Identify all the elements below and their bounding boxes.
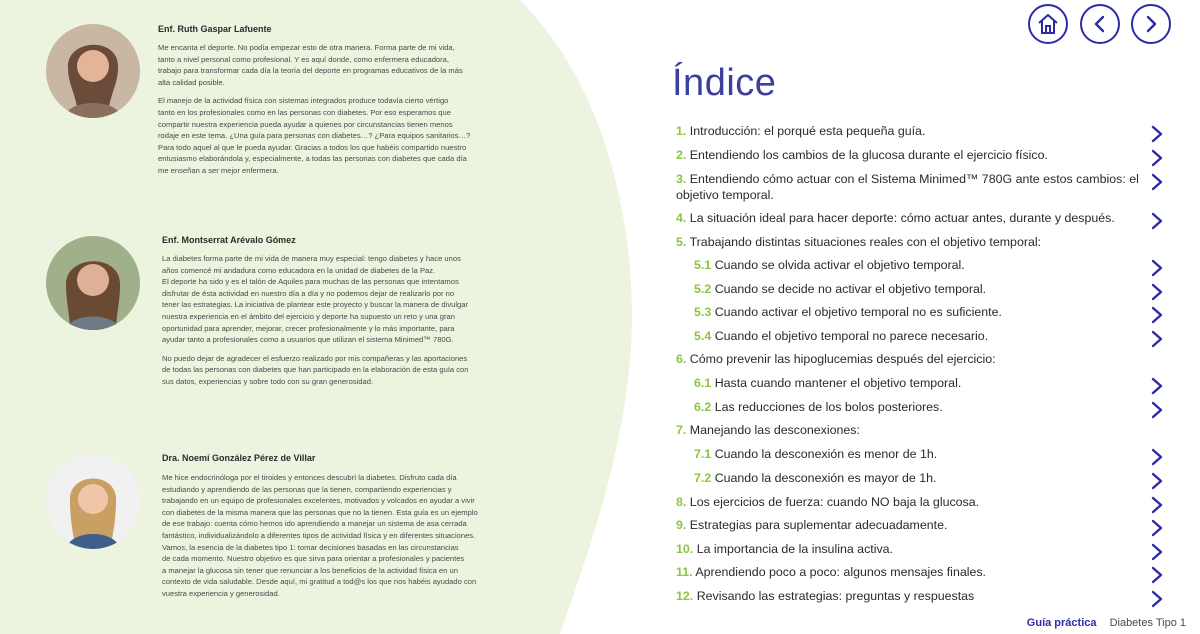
- toc-item-label: La importancia de la insulina activa.: [696, 542, 893, 556]
- toc-item-number: 4.: [676, 211, 687, 225]
- toc-item-number: 10.: [676, 542, 694, 556]
- bio-paragraph: Me encanta el deporte. No podía empezar esto de otra manera. Forma parte de mi vida, tanto a nivel personal como profesional. Y es aquí donde, como enfermera educadora, trabajo para transformar cada día la teoría del deporte en programas educativos de la más alta calidad posible.: [158, 43, 463, 87]
- toc-item[interactable]: [676, 305, 1164, 321]
- next-page-button[interactable]: [1131, 4, 1171, 44]
- chevron-right-icon[interactable]: [1150, 377, 1164, 395]
- chevron-right-icon: [1141, 14, 1161, 34]
- author-name: Enf. Ruth Gaspar Lafuente: [158, 24, 272, 34]
- toc-item-label: Los ejercicios de fuerza: cuando NO baja la glucosa.: [689, 495, 980, 509]
- chevron-right-icon[interactable]: [1150, 173, 1164, 191]
- chevron-right-icon[interactable]: [1150, 401, 1164, 419]
- toc-item-number: 11.: [676, 565, 693, 579]
- toc-item-number: 5.2: [694, 282, 712, 296]
- toc-item-number: 1.: [676, 124, 687, 138]
- toc-item-label: Cuando se olvida activar el objetivo temporal.: [714, 258, 965, 272]
- toc-item-number: 6.2: [694, 400, 712, 414]
- avatar: [46, 24, 140, 118]
- toc-item-label: Cuando activar el objetivo temporal no es suficiente.: [714, 305, 1002, 319]
- toc-item-number: 5.3: [694, 305, 712, 319]
- chevron-right-icon[interactable]: [1150, 448, 1164, 466]
- toc-item[interactable]: [676, 124, 1164, 140]
- toc-item-label: Entendiendo cómo actuar con el Sistema Minimed™ 780G ante estos cambios: el objetivo temporal.: [676, 172, 1139, 202]
- avatar: [46, 455, 140, 549]
- toc-item: [676, 235, 1164, 251]
- toc-item-label: Entendiendo los cambios de la glucosa durante el ejercicio físico.: [689, 148, 1048, 162]
- footer-guide-label: Guía práctica: [1026, 617, 1097, 629]
- toc-item-number: 9.: [676, 518, 687, 532]
- toc-item[interactable]: [676, 148, 1164, 164]
- toc-item-label: Cómo prevenir las hipoglucemias después del ejercicio:: [689, 352, 996, 366]
- bio-paragraph: No puedo dejar de agradecer el esfuerzo realizado por mis compañeras y las aportaciones de todas las personas con diabetes que han participado en la elaboración de esta guía con sus datos, experiencias y sobre todo con su gran generosidad.: [162, 353, 469, 386]
- chevron-right-icon[interactable]: [1150, 543, 1164, 561]
- author-name: Enf. Montserrat Arévalo Gómez: [162, 235, 296, 245]
- toc-item-label: Cuando se decide no activar el objetivo temporal.: [714, 282, 987, 296]
- toc-item[interactable]: [676, 376, 1164, 392]
- bio-paragraph: El manejo de la actividad física con sistemas integrados produce todavía cierto vértigo tanto en los profesionales como en las personas con diabetes. Por eso esperamos que compartir nuestra experiencia pueda ayudar a quienes por circunstancias tienen menos rodaje en este tema. ¿Una guía para personas con diabetes…? ¿Para equipos sanitarios…? Para todo aquel al que le pueda ayudar. Gracias a todos los que habéis compartido nuestro entusiasmo elaborándola y, especialmente, a todas las personas con diabetes que cada día me enseñan a ser mejor enfermera.: [158, 96, 471, 175]
- toc-item-label: Revisando las estrategias: preguntas y respuestas: [696, 589, 975, 603]
- toc-item-number: 7.: [676, 423, 687, 437]
- toc-item-label: Hasta cuando mantener el objetivo temporal.: [714, 376, 962, 390]
- chevron-left-icon: [1090, 14, 1110, 34]
- bio-paragraph: La diabetes forma parte de mi vida de manera muy especial: tengo diabetes y hace unos años comencé mi andadura como educadora en la unidad de diabetes de la Paz. El deporte ha sido y es el talón de Aquiles para muchas de las personas que intentamos disfrutar de ésta actividad en nuestro día a día y no podemos dejar de realizarlo por no tener las estrategias. La iniciativa de plantear este proyecto y buscar la manera de divulgar nuestra experiencia en el ámbito del ejercicio y deporte ha supuesto un reto y una gran oportunidad para aprender, mejorar, crecer profesionalmente y lo más importante, para ayudar tanto a profesionales como a usuarios que utilizan el sistema Minimed™ 780G.: [162, 254, 469, 345]
- toc-item-number: 6.: [676, 352, 687, 366]
- toc-item[interactable]: [676, 518, 1164, 534]
- toc-item: [676, 352, 1164, 368]
- chevron-right-icon[interactable]: [1150, 283, 1164, 301]
- chevron-right-icon[interactable]: [1150, 125, 1164, 143]
- toc-item[interactable]: [676, 172, 1164, 203]
- author-name: Dra. Noemí González Pérez de Villar: [162, 453, 316, 463]
- toc-item[interactable]: [676, 211, 1164, 227]
- avatar: [46, 236, 140, 330]
- chevron-right-icon[interactable]: [1150, 472, 1164, 490]
- page-title: Índice: [672, 62, 777, 104]
- toc-item-label: Manejando las desconexiones:: [689, 423, 860, 437]
- home-icon: [1036, 12, 1060, 36]
- chevron-right-icon[interactable]: [1150, 330, 1164, 348]
- toc-item-label: Introducción: el porqué esta pequeña guía.: [689, 124, 926, 138]
- toc-item-number: 7.2: [694, 471, 712, 485]
- toc-item-label: Aprendiendo poco a poco: algunos mensajes finales.: [695, 565, 987, 579]
- toc-item[interactable]: [676, 495, 1164, 511]
- chevron-right-icon[interactable]: [1150, 496, 1164, 514]
- toc-item[interactable]: [676, 471, 1164, 487]
- author-bio: [162, 472, 534, 607]
- toc-item: [676, 423, 1164, 439]
- toc-item-label: Estrategias para suplementar adecuadamente.: [689, 518, 948, 532]
- toc-item[interactable]: [676, 589, 1164, 605]
- bio-paragraph: Me hice endocrinóloga por el tiroides y entonces descubrí la diabetes. Disfruto cada día estudiando y aprendiendo de las personas que la tienen, compartiendo experiencias y trabajando en un equipo de profesionales excelentes, motivados y volcados en ayudar a vivir con diabetes de la misma manera que las personas que no la tienen. Esta guía es un ejemplo de ese trabajo: cuenta cómo hemos ido aprendiendo a manejar un sistema de asa cerrada fantástico, individualizándolo a diferentes tipos de actividad física y en diferentes situaciones. Vamos, la esencia de la diabetes tipo 1: tomar decisiones basadas en las circunstancias de cada momento. Nuestro objetivo es que sirva para orientar a profesionales y pacientes a manejar la glucosa sin tener que renunciar a los beneficios de la actividad física en un contexto de vida saludable. Desde aquí, mi gratitud a tod@s los que nos habéis ayudado con vuestra experiencia y generosidad.: [162, 473, 478, 598]
- toc-item[interactable]: [676, 282, 1164, 298]
- toc-item-number: 3.: [676, 172, 687, 186]
- toc-item-label: La situación ideal para hacer deporte: cómo actuar antes, durante y después.: [689, 211, 1115, 225]
- chevron-right-icon[interactable]: [1150, 212, 1164, 230]
- author-bio: [162, 253, 534, 395]
- toc-item-label: Cuando el objetivo temporal no parece necesario.: [714, 329, 989, 343]
- toc-item-label: Trabajando distintas situaciones reales con el objetivo temporal:: [689, 235, 1042, 249]
- chevron-right-icon[interactable]: [1150, 566, 1164, 584]
- toc-item-number: 12.: [676, 589, 694, 603]
- toc-item[interactable]: [676, 447, 1164, 463]
- toc-item-number: 8.: [676, 495, 687, 509]
- toc-item-label: Cuando la desconexión es menor de 1h.: [714, 447, 938, 461]
- footer-type-label: Diabetes Tipo 1: [1109, 617, 1186, 629]
- home-button[interactable]: [1028, 4, 1068, 44]
- toc-item[interactable]: [676, 542, 1164, 558]
- author-bio: [158, 42, 530, 184]
- toc-item-number: 5.1: [694, 258, 712, 272]
- toc-item-label: Las reducciones de los bolos posteriores.: [714, 400, 943, 414]
- previous-page-button[interactable]: [1080, 4, 1120, 44]
- toc-item-number: 2.: [676, 148, 687, 162]
- chevron-right-icon[interactable]: [1150, 306, 1164, 324]
- chevron-right-icon[interactable]: [1150, 519, 1164, 537]
- chevron-right-icon[interactable]: [1150, 149, 1164, 167]
- toc-item-number: 7.1: [694, 447, 712, 461]
- toc-item[interactable]: [676, 400, 1164, 416]
- toc-item[interactable]: [676, 565, 1164, 581]
- toc-item[interactable]: [676, 258, 1164, 274]
- toc-item-number: 5.: [676, 235, 687, 249]
- chevron-right-icon[interactable]: [1150, 590, 1164, 608]
- toc-item-label: Cuando la desconexión es mayor de 1h.: [714, 471, 937, 485]
- page-footer: [1027, 617, 1186, 629]
- toc-item[interactable]: [676, 329, 1164, 345]
- toc-item-number: 6.1: [694, 376, 712, 390]
- chevron-right-icon[interactable]: [1150, 259, 1164, 277]
- toc-item-number: 5.4: [694, 329, 712, 343]
